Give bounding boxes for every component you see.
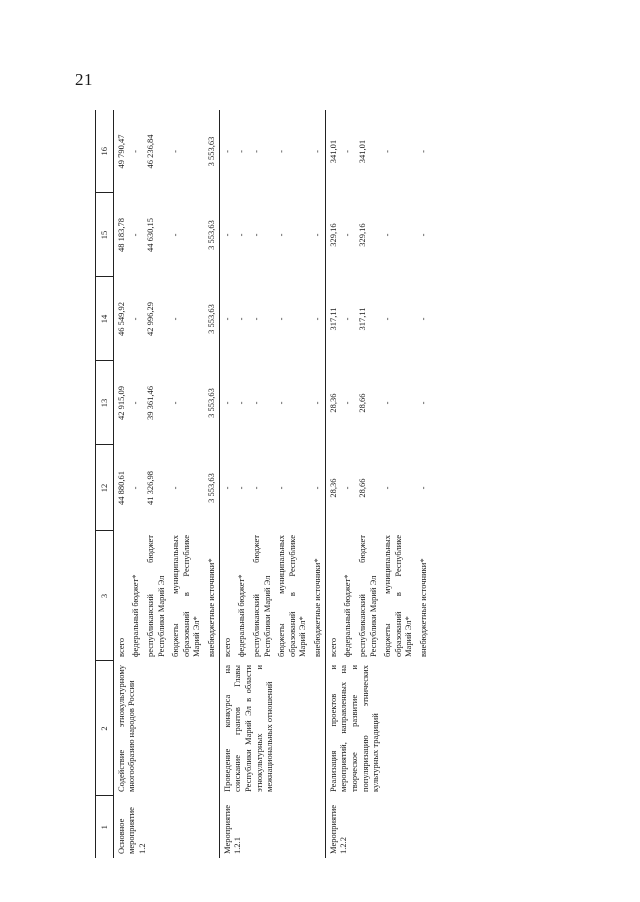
amount-cell: 317,11 [325, 277, 340, 361]
amount-cell: - [382, 150, 393, 153]
amount-cell: 317,11 [356, 307, 367, 331]
funding-source: внебюджетные источники* [418, 558, 428, 657]
funding-source: всего [219, 531, 234, 661]
amount-cell: 3 553,63 [206, 388, 216, 418]
header-cell: 16 [96, 110, 114, 193]
amount-cell: - [250, 486, 261, 490]
header-cell: 3 [96, 531, 114, 661]
amount-cell: 44 880,61 [115, 471, 126, 505]
funding-source: республиканский бюджет Республики Марий Эл [250, 535, 272, 657]
amount-cell: - [418, 150, 428, 153]
amount-cell: 3 553,63 [206, 304, 216, 334]
amount-cell: - [312, 486, 322, 490]
amount-cell: 28,36 [325, 361, 340, 445]
funding-source: федеральный бюджет* [342, 574, 353, 657]
amount-cell: - [276, 150, 287, 153]
measure-title: Проведение конкурса на соискание грантов Главы Республики Марий Эл в области этнокультурных и межнациональных отношений [219, 661, 325, 796]
header-cell: 1 [96, 796, 114, 858]
amount-cell: 341,01 [325, 110, 340, 193]
header-cell: 13 [96, 361, 114, 445]
amount-cell: - [170, 317, 181, 321]
measure-code: Мероприятие 1.2.2 [325, 796, 431, 858]
amount-cell: - [219, 361, 234, 445]
amount-cell: 329,16 [356, 223, 367, 247]
amount-cell: - [250, 317, 261, 321]
funding-source: внебюджетные источники* [206, 558, 216, 657]
amount-cell: - [276, 486, 287, 490]
measure-title: Реализация проектов и мероприятий, направленных на творческое развитие и популяризацию этнических культурных традиций [325, 661, 431, 796]
amount-cell: 48 183,78 [115, 218, 126, 252]
amount-cell: - [418, 401, 428, 405]
amount-cell: - [418, 317, 428, 321]
amount-cell: - [312, 317, 322, 321]
amount-cell: - [276, 233, 287, 237]
page-number: 21 [75, 70, 93, 89]
amount-cell: 44 630,15 [144, 218, 155, 252]
amount-cell: - [236, 486, 247, 490]
amount-cell: - [236, 150, 247, 153]
amount-cell: - [342, 486, 353, 490]
amount-cell: - [170, 233, 181, 237]
amount-cell: 42 996,29 [144, 302, 155, 336]
amount-cell: - [219, 445, 234, 531]
amount-cell: - [219, 110, 234, 193]
amount-cell: 28,66 [356, 478, 367, 498]
funding-source: федеральный бюджет* [130, 574, 141, 657]
amount-cell: - [342, 401, 353, 405]
amount-cell: - [130, 150, 141, 153]
header-cell: 14 [96, 277, 114, 361]
amount-cell: - [236, 317, 247, 321]
amount-cell: - [312, 401, 322, 405]
amount-cell: - [130, 317, 141, 321]
amount-cell: 39 361,46 [144, 386, 155, 420]
amount-cell: 28,36 [325, 445, 340, 531]
table-row [219, 110, 234, 858]
amount-cell: - [276, 401, 287, 405]
amount-cell: - [312, 233, 322, 237]
header-cell: 15 [96, 193, 114, 277]
amount-cell: - [382, 233, 393, 237]
amount-cell: - [382, 317, 393, 321]
funding-source: бюджеты муниципальных образований в Республике Марий Эл* [170, 535, 202, 657]
measure-code: Основное мероприятие 1.2 [115, 807, 147, 854]
amount-cell: 3 553,63 [206, 220, 216, 250]
header-cell: 2 [96, 661, 114, 796]
amount-cell: - [219, 277, 234, 361]
amount-cell: - [219, 193, 234, 277]
amount-cell: - [342, 317, 353, 321]
amount-cell: - [236, 401, 247, 405]
amount-cell: 28,66 [356, 393, 367, 413]
funding-source: федеральный бюджет* [236, 574, 247, 657]
table-row [113, 110, 128, 858]
amount-cell: - [250, 233, 261, 237]
amount-cell: - [170, 486, 181, 490]
table-body [96, 110, 431, 858]
amount-cell: - [418, 233, 428, 237]
amount-cell: - [130, 486, 141, 490]
funding-source: республиканский бюджет Республики Марий Эл [144, 535, 166, 657]
funding-source: внебюджетные источники* [312, 558, 322, 657]
amount-cell: - [342, 150, 353, 153]
funding-source: всего [325, 531, 340, 661]
funding-source: бюджеты муниципальных образований в Республике Марий Эл* [276, 535, 308, 657]
amount-cell: 329,16 [325, 193, 340, 277]
funding-source: бюджеты муниципальных образований в Республике Марий Эл* [382, 535, 414, 657]
funding-source: республиканский бюджет Республики Марий Эл [356, 535, 378, 657]
measure-title: Содействие этнокультурному многообразию народов России [115, 665, 137, 792]
amount-cell: - [312, 150, 322, 153]
amount-cell: 41 326,98 [144, 471, 155, 505]
amount-cell: - [130, 401, 141, 405]
amount-cell: 42 915,09 [115, 386, 126, 420]
amount-cell: - [250, 150, 261, 153]
amount-cell: - [342, 233, 353, 237]
header-cell: 12 [96, 445, 114, 531]
amount-cell: - [170, 401, 181, 405]
header-row [96, 110, 114, 858]
rotated-page [95, 110, 555, 858]
measure-code: Мероприятие 1.2.1 [219, 796, 325, 858]
amount-cell: - [276, 317, 287, 321]
amount-cell: 46 236,84 [144, 134, 155, 169]
table-row [325, 110, 340, 858]
amount-cell: - [382, 486, 393, 490]
amount-cell: - [250, 401, 261, 405]
amount-cell: - [418, 486, 428, 490]
amount-cell: - [170, 150, 181, 153]
funding-source: всего [115, 637, 126, 657]
amount-cell: - [382, 401, 393, 405]
amount-cell: 3 553,63 [206, 136, 216, 167]
amount-cell: - [130, 233, 141, 237]
amount-cell: 49 790,47 [115, 134, 126, 169]
amount-cell: 46 549,92 [115, 302, 126, 336]
budget-table [95, 110, 431, 858]
amount-cell: 341,01 [356, 139, 367, 164]
amount-cell: - [236, 233, 247, 237]
amount-cell: 3 553,63 [206, 473, 216, 503]
